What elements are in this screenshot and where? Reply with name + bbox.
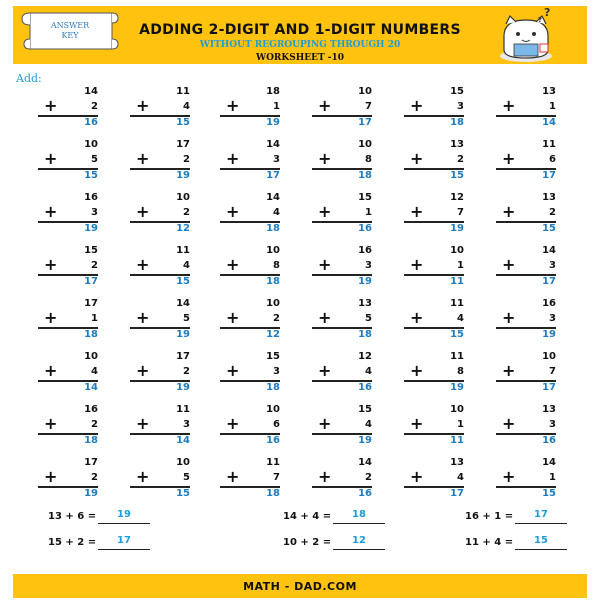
addend-top: 17 [176,351,190,362]
plus-icon: + [410,202,424,221]
answer-value: 11 [450,276,464,287]
footer-site: MATH - DAD.COM [243,580,357,593]
problem-card [496,457,556,501]
plus-icon: + [226,308,240,327]
addend-top: 13 [450,139,464,150]
problem-card [404,404,464,448]
cat-mascot-icon [488,6,568,64]
problem-card [496,404,556,448]
answer-value: 18 [266,382,280,393]
addend-bottom: 6 [549,154,556,165]
addend-bottom: 1 [549,472,556,483]
addend-top: 14 [542,245,556,256]
addend-bottom: 3 [183,419,190,430]
problem-card [404,192,464,236]
plus-icon: + [136,414,150,433]
addend-top: 16 [358,245,372,256]
answer-value: 15 [450,170,464,181]
answer-value: 15 [176,488,190,499]
addend-bottom: 4 [91,366,98,377]
svg-text:?: ? [538,16,543,24]
problem-card [312,86,372,130]
addend-bottom: 4 [183,260,190,271]
addend-top: 10 [450,404,464,415]
addend-top: 18 [266,86,280,97]
answer-value: 16 [358,488,372,499]
problem-card [38,351,98,395]
addend-bottom: 2 [457,154,464,165]
problem-card [220,457,280,501]
addend-top: 11 [542,139,556,150]
answer-value: 18 [266,488,280,499]
addend-bottom: 8 [457,366,464,377]
answer-value: 15 [176,276,190,287]
problem-card [220,139,280,183]
plus-icon: + [226,96,240,115]
addend-top: 17 [84,298,98,309]
addend-bottom: 2 [91,101,98,112]
addend-top: 15 [358,192,372,203]
plus-icon: + [318,414,332,433]
addend-bottom: 8 [273,260,280,271]
plus-icon: + [136,96,150,115]
addend-bottom: 3 [549,260,556,271]
addend-bottom: 5 [365,313,372,324]
plus-icon: + [410,414,424,433]
addend-top: 13 [542,404,556,415]
answer-value: 15 [542,488,556,499]
problem-card [38,457,98,501]
answer-field[interactable]: 19 [98,509,150,524]
problem-card [312,192,372,236]
addend-top: 10 [176,457,190,468]
addend-bottom: 6 [273,419,280,430]
problem-card [220,192,280,236]
addend-bottom: 5 [183,472,190,483]
addend-top: 14 [84,86,98,97]
answer-value: 15 [84,170,98,181]
answer-value: 17 [450,488,464,499]
problem-card [130,139,190,183]
addend-top: 12 [358,351,372,362]
answer-field[interactable]: 15 [515,535,567,550]
equation-text: 14 + 4 = [283,511,332,522]
problem-card [404,457,464,501]
plus-icon: + [226,202,240,221]
problem-card [496,351,556,395]
addend-top: 17 [84,457,98,468]
problem-card [496,298,556,342]
plus-icon: + [318,467,332,486]
problem-card [130,457,190,501]
addend-top: 15 [358,404,372,415]
addend-bottom: 2 [183,154,190,165]
problem-card [38,192,98,236]
plus-icon: + [44,467,58,486]
addend-bottom: 2 [273,313,280,324]
plus-icon: + [502,149,516,168]
answer-value: 17 [542,170,556,181]
plus-icon: + [318,308,332,327]
addend-bottom: 2 [91,260,98,271]
plus-icon: + [502,308,516,327]
addend-bottom: 4 [365,366,372,377]
addend-top: 10 [176,192,190,203]
answer-value: 19 [450,382,464,393]
answer-value: 17 [542,276,556,287]
answer-value: 16 [84,117,98,128]
problem-card [130,86,190,130]
problem-card [38,139,98,183]
addend-top: 11 [176,404,190,415]
addend-top: 14 [358,457,372,468]
answer-value: 14 [84,382,98,393]
problem-card [130,404,190,448]
addend-bottom: 7 [365,101,372,112]
addend-bottom: 2 [183,366,190,377]
answer-field[interactable]: 18 [333,509,385,524]
problem-card [312,139,372,183]
addend-bottom: 5 [183,313,190,324]
plus-icon: + [502,255,516,274]
addend-top: 14 [176,298,190,309]
add-instruction: Add: [16,72,42,85]
addend-top: 11 [176,86,190,97]
addend-bottom: 2 [91,419,98,430]
addend-top: 16 [542,298,556,309]
problem-card [496,139,556,183]
addend-top: 16 [84,192,98,203]
answer-value: 19 [84,223,98,234]
problem-card [312,298,372,342]
answer-value: 19 [176,382,190,393]
addend-top: 13 [542,192,556,203]
addend-top: 10 [266,245,280,256]
addend-bottom: 3 [91,207,98,218]
answer-field[interactable]: 17 [98,535,150,550]
addend-bottom: 4 [273,207,280,218]
plus-icon: + [318,96,332,115]
problem-card [312,457,372,501]
plus-icon: + [502,202,516,221]
addend-bottom: 3 [273,154,280,165]
answer-value: 11 [450,435,464,446]
problem-card [38,86,98,130]
plus-icon: + [226,414,240,433]
plus-icon: + [410,361,424,380]
addend-bottom: 3 [457,101,464,112]
addend-top: 10 [358,86,372,97]
answer-value: 15 [542,223,556,234]
answer-value: 17 [358,117,372,128]
plus-icon: + [410,149,424,168]
plus-icon: + [44,202,58,221]
answer-value: 19 [176,329,190,340]
plus-icon: + [136,255,150,274]
addend-top: 10 [84,139,98,150]
plus-icon: + [410,467,424,486]
problem-card [130,245,190,289]
plus-icon: + [226,361,240,380]
addend-top: 17 [176,139,190,150]
page-subtitle: WITHOUT REGROUPING THROUGH 20 [199,40,401,50]
answer-value: 18 [358,170,372,181]
addend-bottom: 1 [365,207,372,218]
addend-top: 11 [450,298,464,309]
answer-value: 18 [84,435,98,446]
plus-icon: + [410,255,424,274]
problem-card [38,245,98,289]
addend-bottom: 7 [549,366,556,377]
addend-bottom: 5 [91,154,98,165]
addend-bottom: 4 [457,472,464,483]
addend-top: 13 [450,457,464,468]
problem-card [404,86,464,130]
plus-icon: + [136,308,150,327]
worksheet-number: WORKSHEET -10 [255,53,345,63]
addend-top: 11 [266,457,280,468]
answer-value: 12 [176,223,190,234]
plus-icon: + [44,149,58,168]
plus-icon: + [136,467,150,486]
equation-text: 16 + 1 = [465,511,514,522]
plus-icon: + [226,255,240,274]
addend-top: 15 [450,86,464,97]
plus-icon: + [44,96,58,115]
problem-card [404,351,464,395]
plus-icon: + [136,202,150,221]
problem-card [38,404,98,448]
answer-field[interactable]: 12 [333,535,385,550]
plus-icon: + [226,467,240,486]
addend-bottom: 4 [183,101,190,112]
answer-value: 18 [266,223,280,234]
problem-card [404,298,464,342]
problem-card [220,245,280,289]
addend-bottom: 3 [365,260,372,271]
plus-icon: + [318,149,332,168]
answer-value: 19 [542,329,556,340]
addend-top: 10 [266,404,280,415]
answer-value: 17 [542,382,556,393]
addend-bottom: 2 [91,472,98,483]
answer-value: 16 [358,382,372,393]
problem-card [496,86,556,130]
problem-card [130,298,190,342]
answer-value: 14 [542,117,556,128]
answer-value: 19 [84,488,98,499]
addend-top: 13 [542,86,556,97]
plus-icon: + [502,361,516,380]
plus-icon: + [44,308,58,327]
addend-bottom: 3 [549,419,556,430]
plus-icon: + [410,96,424,115]
plus-icon: + [136,361,150,380]
addend-bottom: 3 [273,366,280,377]
plus-icon: + [226,149,240,168]
plus-icon: + [502,414,516,433]
answer-value: 15 [450,329,464,340]
addend-top: 15 [84,245,98,256]
addend-bottom: 2 [183,207,190,218]
answer-value: 19 [450,223,464,234]
answer-value: 18 [84,329,98,340]
plus-icon: + [502,467,516,486]
page-title: ADDING 2-DIGIT AND 1-DIGIT NUMBERS [139,22,461,38]
problem-card [496,245,556,289]
plus-icon: + [44,255,58,274]
plus-icon: + [318,255,332,274]
addend-bottom: 1 [91,313,98,324]
problem-card [220,404,280,448]
plus-icon: + [502,96,516,115]
addend-bottom: 1 [549,101,556,112]
problem-card [496,192,556,236]
addend-top: 10 [84,351,98,362]
plus-icon: + [44,414,58,433]
addend-bottom: 7 [457,207,464,218]
answer-value: 17 [84,276,98,287]
plus-icon: + [410,308,424,327]
addend-top: 10 [450,245,464,256]
problem-card [130,351,190,395]
addend-top: 10 [542,351,556,362]
problem-card [38,298,98,342]
answer-value: 17 [266,170,280,181]
problem-card [312,351,372,395]
plus-icon: + [44,361,58,380]
addend-bottom: 8 [365,154,372,165]
answer-value: 14 [176,435,190,446]
answer-value: 16 [266,435,280,446]
problem-card [220,298,280,342]
plus-icon: + [136,149,150,168]
answer-value: 16 [542,435,556,446]
answer-value: 19 [358,435,372,446]
answer-value: 12 [266,329,280,340]
answer-key-label: ANSWER KEY [50,21,90,40]
addend-top: 13 [358,298,372,309]
addend-top: 11 [176,245,190,256]
addend-top: 14 [542,457,556,468]
addend-bottom: 2 [365,472,372,483]
addend-bottom: 1 [457,419,464,430]
addend-top: 16 [84,404,98,415]
svg-text:?: ? [544,6,551,19]
problem-card [220,86,280,130]
problem-card [404,245,464,289]
addend-top: 14 [266,139,280,150]
footer-banner [13,574,587,598]
answer-value: 16 [358,223,372,234]
addend-bottom: 1 [273,101,280,112]
plus-icon: + [318,202,332,221]
addend-top: 15 [266,351,280,362]
plus-icon: + [318,361,332,380]
problem-card [130,192,190,236]
problem-card [312,245,372,289]
problem-card [220,351,280,395]
answer-value: 15 [176,117,190,128]
equation-text: 15 + 2 = [48,537,97,548]
answer-value: 19 [176,170,190,181]
addend-top: 12 [450,192,464,203]
addend-bottom: 7 [273,472,280,483]
equation-text: 11 + 4 = [465,537,514,548]
equation-text: 10 + 2 = [283,537,332,548]
answer-value: 19 [358,276,372,287]
addend-bottom: 4 [457,313,464,324]
answer-value: 18 [450,117,464,128]
equation-text: 13 + 6 = [48,511,97,522]
addend-top: 14 [266,192,280,203]
addend-top: 10 [358,139,372,150]
answer-field[interactable]: 17 [515,509,567,524]
answer-value: 18 [266,276,280,287]
answer-value: 18 [358,329,372,340]
addend-bottom: 2 [549,207,556,218]
addend-top: 10 [266,298,280,309]
addend-bottom: 1 [457,260,464,271]
answer-value: 19 [266,117,280,128]
problem-card [312,404,372,448]
addend-bottom: 3 [549,313,556,324]
problem-card [404,139,464,183]
addend-top: 11 [450,351,464,362]
addend-bottom: 4 [365,419,372,430]
